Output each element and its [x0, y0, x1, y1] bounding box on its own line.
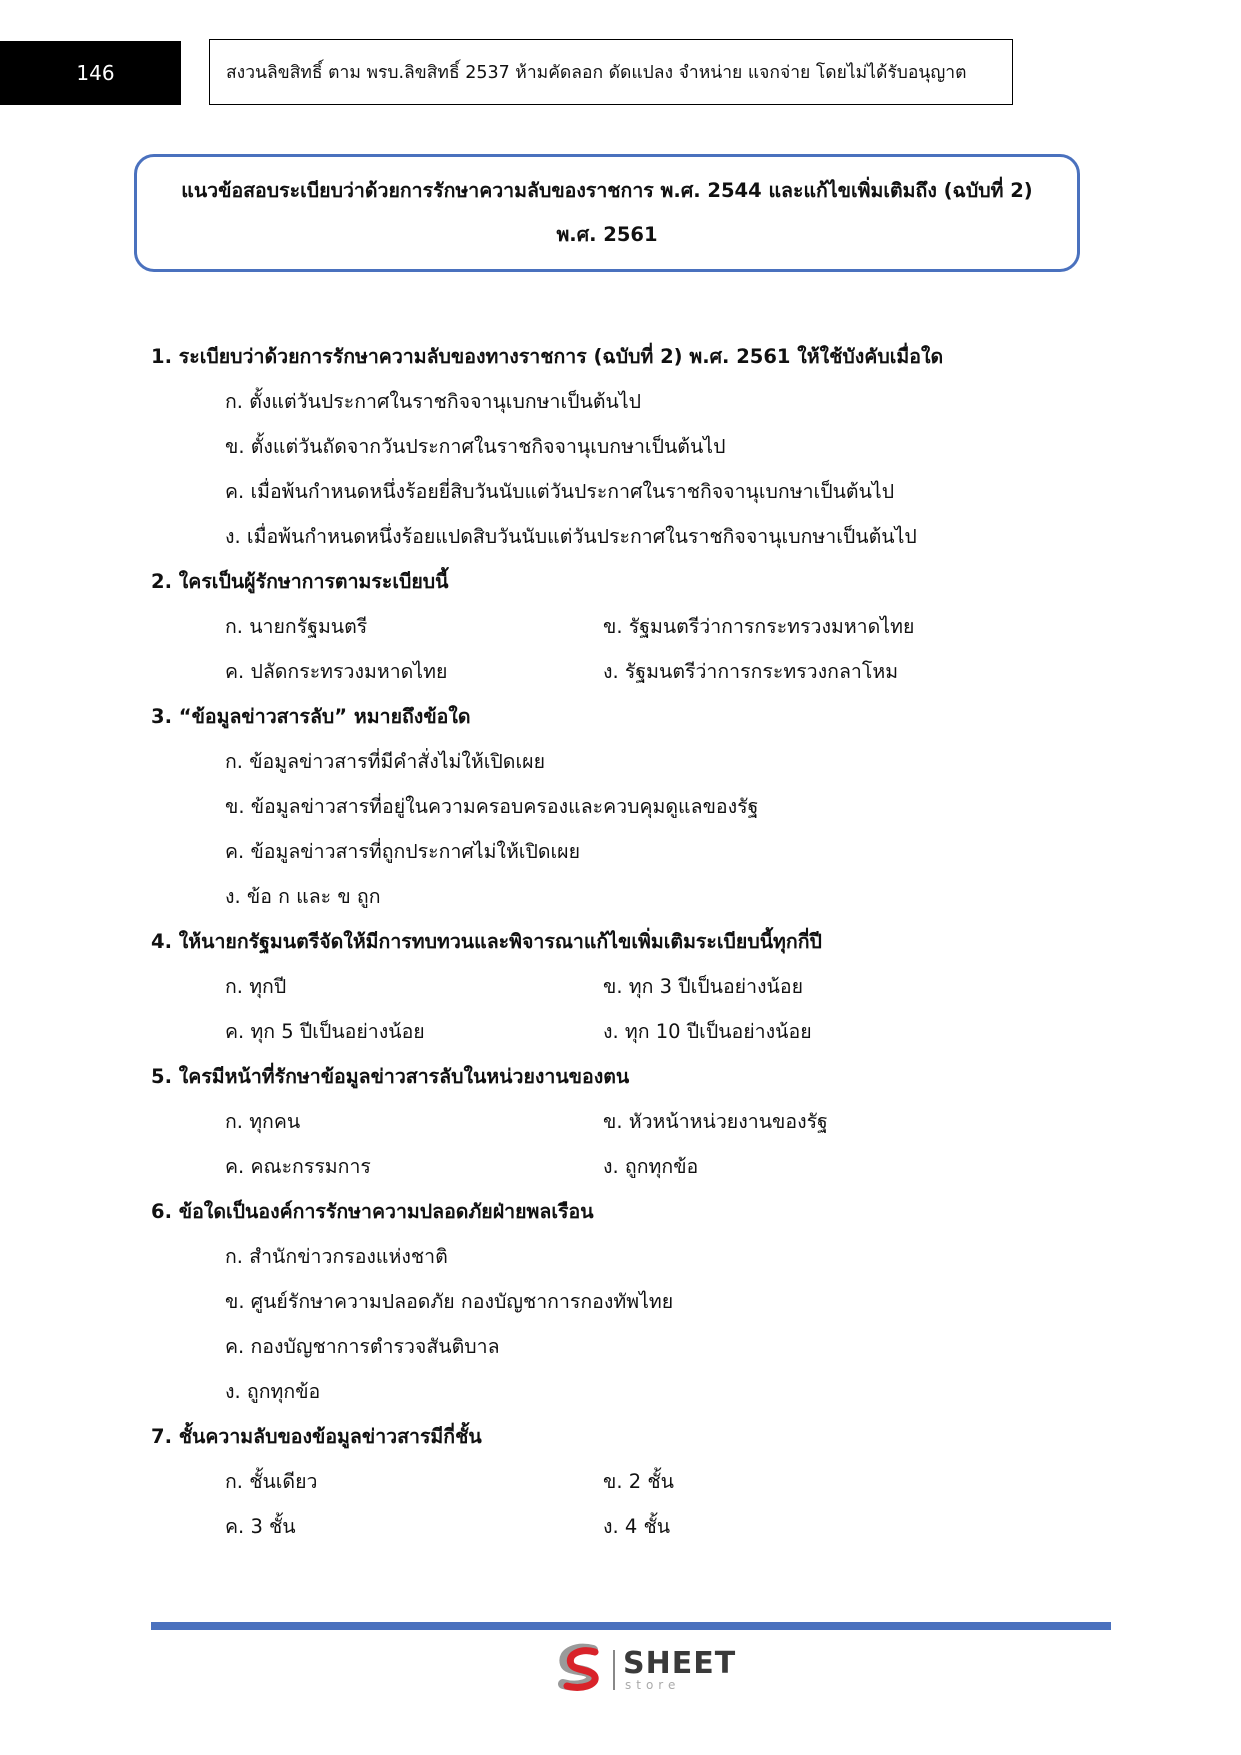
title-box — [134, 154, 1080, 272]
options — [151, 379, 1091, 559]
logo-s-icon — [553, 1642, 605, 1698]
document-title: แนวข้อสอบระเบียบว่าด้วยการรักษาความลับของราชการ พ.ศ. 2544 และแก้ไขเพิ่มเติมถึง (ฉบับที่ 2) พ.ศ. 2561 — [181, 179, 1033, 246]
logo-sheet-text: SHEET — [623, 1646, 737, 1681]
option-d: ง. ถูกทุกข้อ — [225, 1380, 321, 1403]
option-c: ค. ปลัดกระทรวงมหาดไทย — [225, 660, 448, 683]
footer-divider — [151, 1622, 1111, 1630]
question-text: 6. ข้อใดเป็นองค์การรักษาความปลอดภัยฝ่ายพลเรือน — [151, 1200, 594, 1223]
logo-divider — [613, 1650, 615, 1690]
option-c: ค. 3 ชั้น — [225, 1515, 296, 1538]
option-c: ค. เมื่อพ้นกำหนดหนึ่งร้อยยี่สิบวันนับแต่วันประกาศในราชกิจจานุเบกษาเป็นต้นไป — [225, 480, 895, 503]
options — [151, 1459, 1091, 1549]
question-text: 1. ระเบียบว่าด้วยการรักษาความลับของทางราชการ (ฉบับที่ 2) พ.ศ. 2561 ให้ใช้บังคับเมื่อใด — [151, 345, 944, 368]
option-d: ง. รัฐมนตรีว่าการกระทรวงกลาโหม — [603, 660, 899, 683]
question-block — [151, 919, 1091, 1054]
option-b: ข. รัฐมนตรีว่าการกระทรวงมหาดไทย — [603, 615, 915, 638]
option-b: ข. 2 ชั้น — [603, 1470, 674, 1493]
question-block — [151, 1054, 1091, 1189]
question-text: 2. ใครเป็นผู้รักษาการตามระเบียบนี้ — [151, 570, 449, 593]
option-d: ง. 4 ชั้น — [603, 1515, 671, 1538]
question-list — [151, 334, 1091, 1549]
option-c: ค. ข้อมูลข่าวสารที่ถูกประกาศไม่ให้เปิดเผย — [225, 840, 581, 863]
question-text: 7. ชั้นความลับของข้อมูลข่าวสารมีกี่ชั้น — [151, 1425, 482, 1448]
question-block — [151, 1189, 1091, 1414]
options — [151, 1234, 1091, 1414]
option-b: ข. ข้อมูลข่าวสารที่อยู่ในความครอบครองและควบคุมดูแลของรัฐ — [225, 795, 759, 818]
option-a: ก. สำนักข่าวกรองแห่งชาติ — [225, 1245, 448, 1268]
option-b: ข. หัวหน้าหน่วยงานของรัฐ — [603, 1110, 828, 1133]
sheet-store-logo — [553, 1644, 736, 1696]
options — [151, 604, 1091, 694]
option-a: ก. ข้อมูลข่าวสารที่มีคำสั่งไม่ให้เปิดเผย — [225, 750, 545, 773]
option-a: ก. ทุกคน — [225, 1110, 301, 1133]
option-b: ข. ตั้งแต่วันถัดจากวันประกาศในราชกิจจานุเบกษาเป็นต้นไป — [225, 435, 726, 458]
option-a: ก. นายกรัฐมนตรี — [225, 615, 368, 638]
option-c: ค. กองบัญชาการตำรวจสันติบาล — [225, 1335, 500, 1358]
logo-store-text: store — [625, 1678, 681, 1692]
option-a: ก. ชั้นเดียว — [225, 1470, 318, 1493]
option-d: ง. ถูกทุกข้อ — [603, 1155, 699, 1178]
question-block — [151, 694, 1091, 919]
option-a: ก. ตั้งแต่วันประกาศในราชกิจจานุเบกษาเป็นต้นไป — [225, 390, 642, 413]
options — [151, 1099, 1091, 1189]
copyright-notice: สงวนลิขสิทธิ์ ตาม พรบ.ลิขสิทธิ์ 2537 ห้ามคัดลอก ดัดแปลง จำหน่าย แจกจ่าย โดยไม่ได้รับอนุญาต — [209, 39, 1013, 105]
question-text: 4. ให้นายกรัฐมนตรีจัดให้มีการทบทวนและพิจารณาแก้ไขเพิ่มเติมระเบียบนี้ทุกกี่ปี — [151, 930, 822, 953]
logo-text — [623, 1646, 737, 1692]
option-d: ง. ข้อ ก และ ข ถูก — [225, 885, 381, 908]
options — [151, 964, 1091, 1054]
question-text: 3. “ข้อมูลข่าวสารลับ” หมายถึงข้อใด — [151, 705, 471, 728]
question-block — [151, 1414, 1091, 1549]
page-number: 146 — [0, 41, 181, 105]
option-c: ค. คณะกรรมการ — [225, 1155, 371, 1178]
option-a: ก. ทุกปี — [225, 975, 287, 998]
option-b: ข. ทุก 3 ปีเป็นอย่างน้อย — [603, 975, 804, 998]
option-c: ค. ทุก 5 ปีเป็นอย่างน้อย — [225, 1020, 425, 1043]
option-d: ง. เมื่อพ้นกำหนดหนึ่งร้อยแปดสิบวันนับแต่วันประกาศในราชกิจจานุเบกษาเป็นต้นไป — [225, 525, 917, 548]
option-b: ข. ศูนย์รักษาความปลอดภัย กองบัญชาการกองทัพไทย — [225, 1290, 674, 1313]
question-block — [151, 334, 1091, 559]
option-d: ง. ทุก 10 ปีเป็นอย่างน้อย — [603, 1020, 812, 1043]
question-block — [151, 559, 1091, 694]
options — [151, 739, 1091, 919]
question-text: 5. ใครมีหน้าที่รักษาข้อมูลข่าวสารลับในหน่วยงานของตน — [151, 1065, 630, 1088]
